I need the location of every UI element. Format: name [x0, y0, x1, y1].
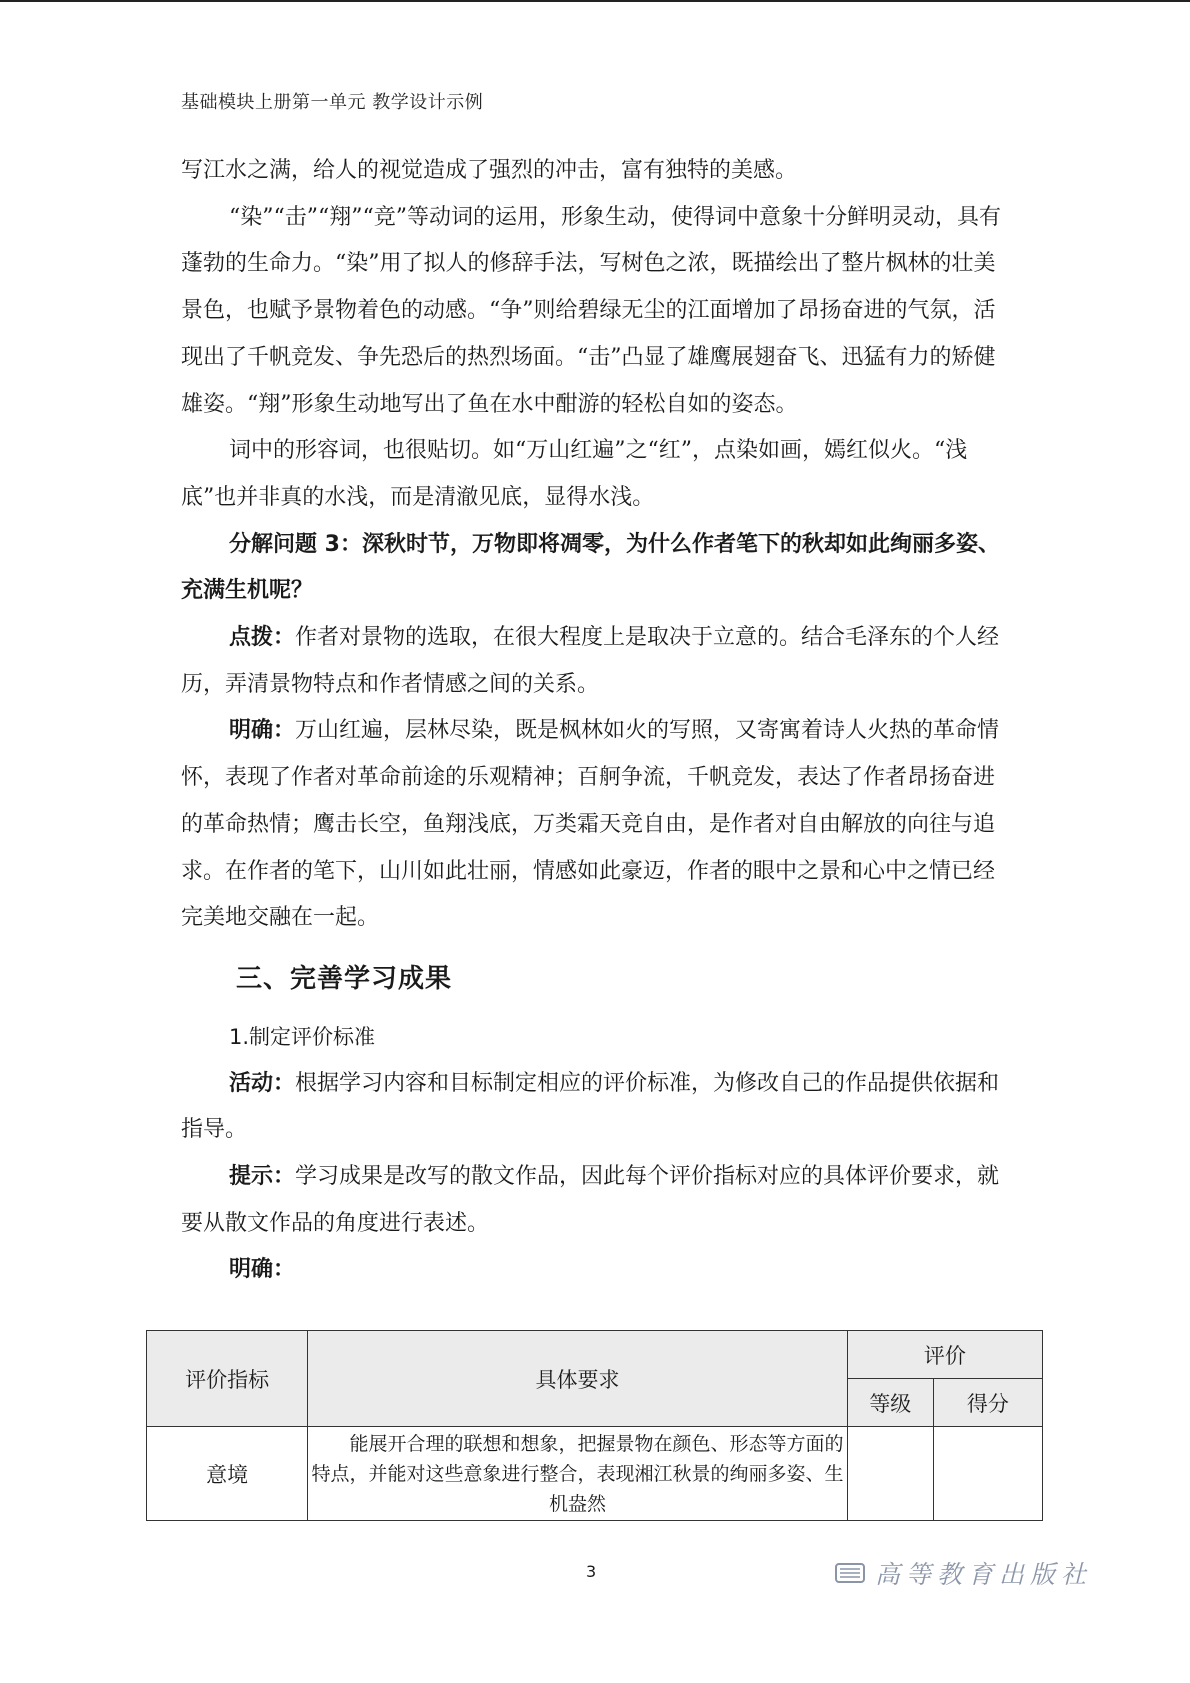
sub-heading: 1.制定评价标准	[229, 1024, 376, 1049]
top-rule	[0, 0, 1190, 2]
tip-label: 提示：	[229, 1164, 296, 1190]
publisher-emblem-icon	[835, 1562, 865, 1584]
header-grade: 等级	[847, 1379, 933, 1427]
activity-paragraph	[181, 1061, 1011, 1154]
hint-label: 点拨：	[229, 625, 296, 651]
tip-text: 学习成果是改写的散文作品，因此每个评价指标对应的具体评价要求，就要从散文作品的角度进行表述。	[181, 1164, 1000, 1236]
header-requirement: 具体要求	[308, 1331, 848, 1427]
evaluation-table	[146, 1330, 1043, 1521]
row-grade	[847, 1427, 933, 1521]
publisher-logo	[835, 1555, 1092, 1591]
row-requirement: 能展开合理的联想和想象，把握景物在颜色、形态等方面的特点，并能对这些意象进行整合，表现湘江秋景的绚丽多姿、生机盎然	[308, 1427, 848, 1521]
section-heading: 三、完善学习成果	[236, 963, 453, 994]
clarify-paragraph	[181, 708, 1011, 942]
row-score	[933, 1427, 1042, 1521]
publisher-name: 高等教育出版社	[875, 1560, 1093, 1589]
hint-text: 作者对景物的选取，在很大程度上是取决于立意的。结合毛泽东的个人经历，弄清景物特点和作者情感之间的关系。	[181, 625, 1000, 697]
tip-paragraph	[181, 1154, 1011, 1247]
paragraph-3: 词中的形容词，也很贴切。如“万山红遍”之“红”，点染如画，嫣红似火。“浅底”也并非真的水浅，而是清澈见底，显得水浅。	[181, 438, 968, 510]
table-row	[147, 1427, 1043, 1521]
running-header: 基础模块上册第一单元 教学设计示例	[181, 92, 484, 113]
clarify2-label: 明确：	[229, 1257, 296, 1283]
row-indicator: 意境	[147, 1427, 308, 1521]
paragraph-2: “染”“击”“翔”“竞”等动词的运用，形象生动，使得词中意象十分鲜明灵动，具有蓬勃的生命力。“染”用了拟人的修辞手法，写树色之浓，既描绘出了整片枫林的壮美景色，也赋予景物着色的动感。“争”则给碧绿无尘的江面增加了昂扬奋进的气氛，活现出了千帆竞发、争先恐后的热烈场面。“击”凸显了雄鹰展翅奋飞、迅猛有力的矫健雄姿。“翔”形象生动地写出了鱼在水中酣游的轻松自如的姿态。	[181, 204, 1001, 417]
header-indicator: 评价指标	[147, 1331, 308, 1427]
clarify-label: 明确：	[229, 718, 296, 744]
activity-label: 活动：	[229, 1070, 296, 1096]
paragraph-1: 写江水之满，给人的视觉造成了强烈的冲击，富有独特的美感。	[181, 158, 798, 183]
page-number: 3	[586, 1562, 597, 1581]
body-text	[181, 148, 1011, 1294]
question-3: 分解问题 3：深秋时节，万物即将凋零，为什么作者笔下的秋却如此绚丽多姿、充满生机呢？	[181, 531, 1000, 604]
clarify-text: 万山红遍，层林尽染，既是枫林如火的写照，又寄寓着诗人火热的革命情怀，表现了作者对革命前途的乐观精神；百舸争流，千帆竞发，表达了作者昂扬奋进的革命热情；鹰击长空，鱼翔浅底，万类霜天竞自由，是作者对自由解放的向往与追求。在作者的笔下，山川如此壮丽，情感如此豪迈，作者的眼中之景和心中之情已经完美地交融在一起。	[181, 718, 1000, 931]
header-evaluation: 评价	[847, 1331, 1042, 1379]
header-score: 得分	[933, 1379, 1042, 1427]
hint-paragraph	[181, 615, 1011, 708]
activity-text: 根据学习内容和目标制定相应的评价标准，为修改自己的作品提供依据和指导。	[181, 1070, 1000, 1143]
